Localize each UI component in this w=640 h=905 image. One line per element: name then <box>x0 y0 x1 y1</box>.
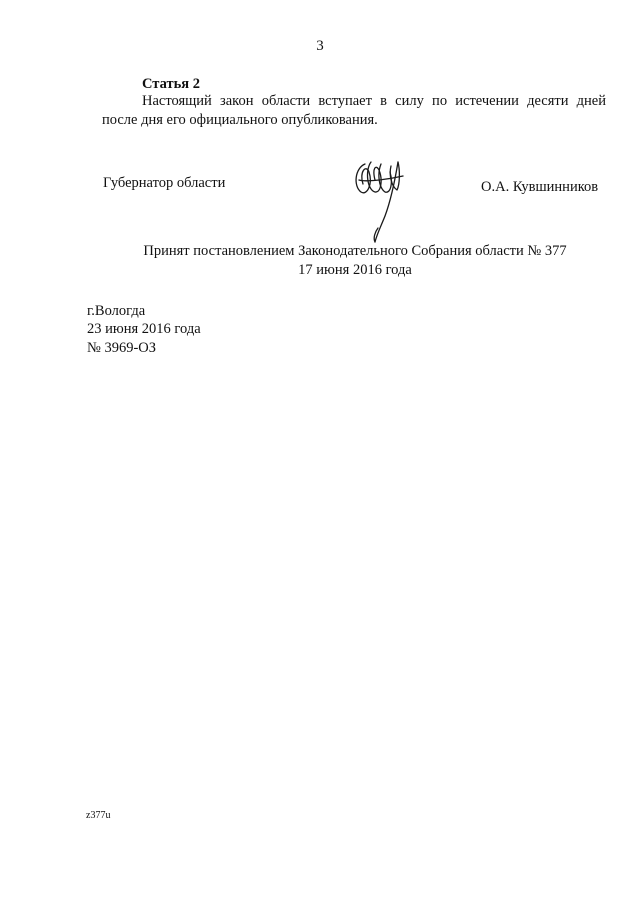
article-body <box>102 92 606 130</box>
governor-name: О.А. Кувшинников <box>481 179 599 195</box>
law-number: № 3969-ОЗ <box>87 340 157 356</box>
city: г.Вологда <box>87 303 146 319</box>
article-body-line-2: после дня его официального опубликования. <box>102 112 378 128</box>
signature-icon <box>345 150 413 248</box>
file-code: z377u <box>86 810 111 821</box>
adoption-line: Принят постановлением Законодательного Собрания области № 377 <box>143 243 567 259</box>
article-body-line-1: Настоящий закон области вступает в силу по истечении десяти дней <box>142 93 606 109</box>
adoption-date: 17 июня 2016 года <box>298 262 412 278</box>
article-heading: Статья 2 <box>142 76 200 92</box>
page-number: 3 <box>316 38 324 54</box>
governor-title: Губернатор области <box>103 175 226 191</box>
sign-date: 23 июня 2016 года <box>87 321 201 337</box>
